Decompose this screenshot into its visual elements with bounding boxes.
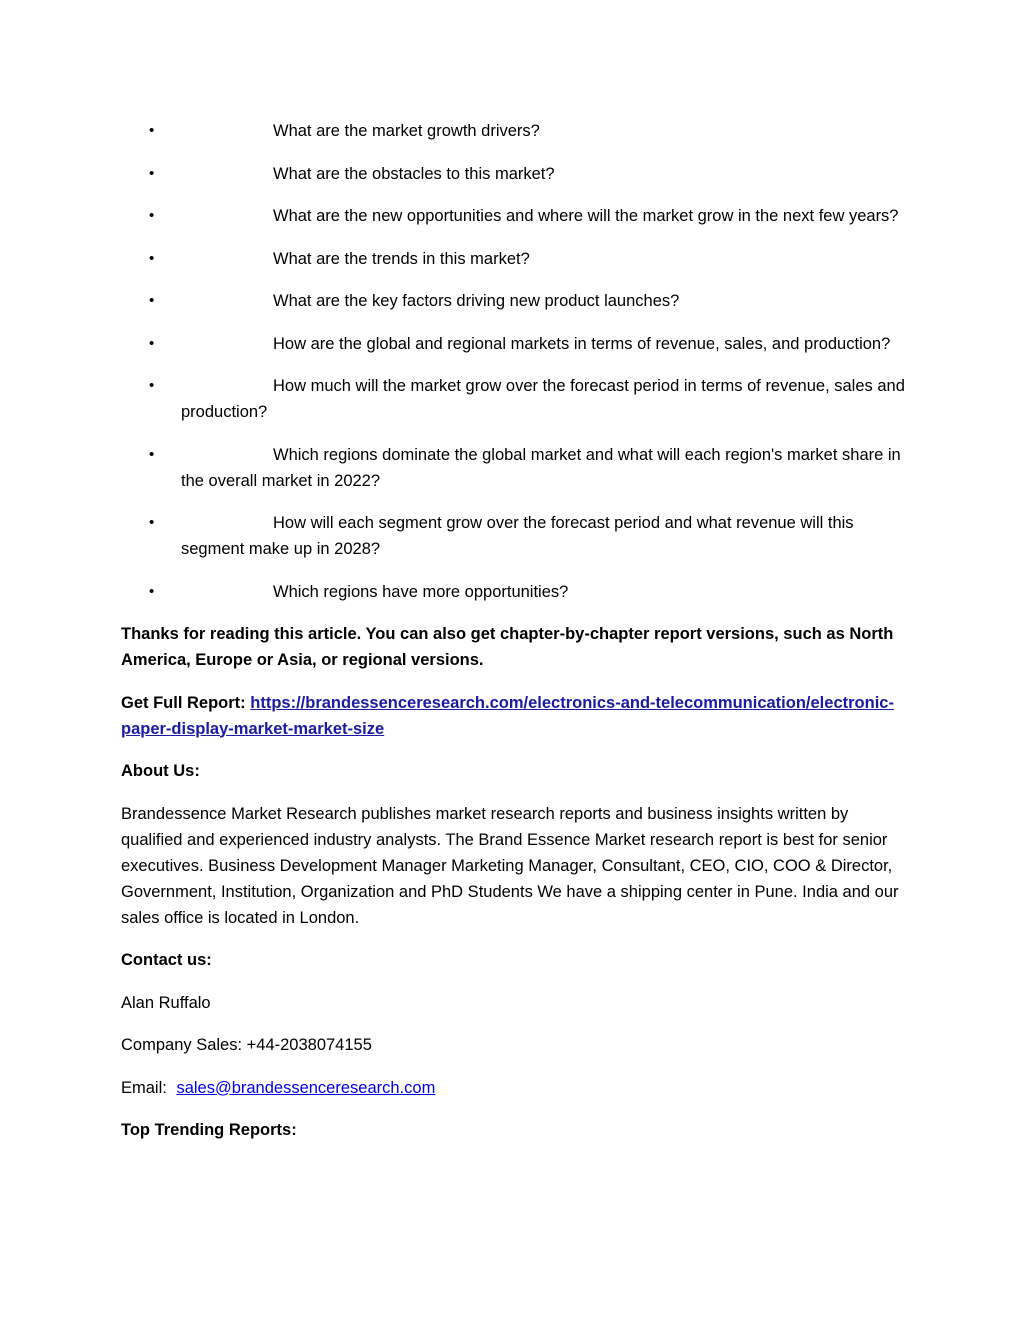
full-report-link[interactable]: https://brandessenceresearch.com/electronics-and-telecommunication/electronic-paper-display-market-market-size (121, 693, 894, 738)
question-text: What are the trends in this market? (273, 249, 530, 268)
contact-sales: Company Sales: +44-2038074155 (121, 1036, 372, 1054)
bullet-icon: • (149, 582, 155, 600)
trending-heading: Top Trending Reports: (121, 1121, 297, 1139)
list-item (121, 331, 911, 357)
list-item (121, 203, 911, 229)
question-text: What are the market growth drivers? (273, 122, 540, 140)
list-item (121, 118, 911, 144)
about-body: Brandessence Market Research publishes market research reports and business insights written by qualified and experienced industry analysts. The Brand Essence Market research report is best for senior executives. Business Development Manager Marketing Manager, Consultant, CEO, CIO, COO & Director, Government, Institution, Organization and PhD Students We have a shipping center in Pune. India and our sales office is located in London. (121, 804, 899, 927)
email-link[interactable]: sales@brandessenceresearch.com (176, 1078, 436, 1097)
full-report-paragraph (121, 690, 911, 742)
question-text: How will each segment grow over the forecast period and what revenue will this segment make up in 2028? (181, 514, 854, 558)
full-report-label: Get Full Report: (121, 693, 251, 712)
question-text: Which regions have more opportunities? (273, 582, 569, 601)
document-content (121, 118, 911, 1160)
question-text: How are the global and regional markets in terms of revenue, sales, and production? (273, 334, 891, 353)
contact-heading: Contact us: (121, 951, 212, 969)
bullet-icon: • (149, 122, 155, 139)
bullet-icon: • (149, 514, 155, 531)
email-label: Email: (121, 1078, 167, 1097)
bullet-icon: • (149, 207, 155, 224)
bullet-icon: • (149, 164, 155, 182)
list-item (121, 579, 911, 605)
list-item (121, 288, 911, 314)
thanks-paragraph: Thanks for reading this article. You can also get chapter-by-chapter report versions, such as North America, Europe or Asia, or regional versions. (121, 625, 894, 669)
contact-email-line (121, 1075, 911, 1101)
list-item (121, 442, 911, 494)
about-heading: About Us: (121, 762, 200, 780)
question-text: What are the key factors driving new product launches? (273, 292, 680, 310)
question-text: How much will the market grow over the forecast period in terms of revenue, sales and production? (181, 377, 905, 421)
bullet-icon: • (149, 445, 155, 463)
list-item (121, 246, 911, 272)
question-text: What are the new opportunities and where will the market grow in the next few years? (273, 207, 899, 225)
questions-list (121, 118, 911, 605)
bullet-icon: • (149, 292, 155, 309)
contact-name: Alan Ruffalo (121, 993, 211, 1012)
question-text: Which regions dominate the global market and what will each region's market share in the overall market in 2022? (181, 445, 901, 490)
bullet-icon: • (149, 249, 155, 267)
list-item (121, 161, 911, 187)
list-item (121, 510, 911, 562)
bullet-icon: • (149, 377, 155, 394)
list-item (121, 373, 911, 425)
question-text: What are the obstacles to this market? (273, 164, 555, 183)
bullet-icon: • (149, 334, 155, 352)
